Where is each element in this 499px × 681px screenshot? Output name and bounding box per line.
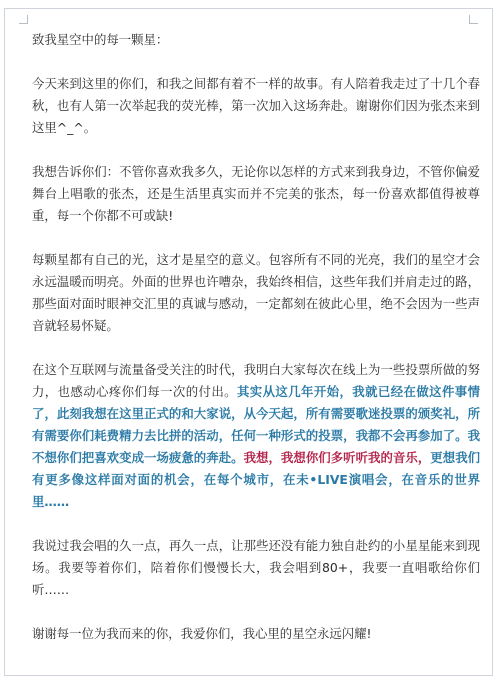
paragraph-stories: 今天来到这里的你们，和我之间都有着不一样的故事。有人陪着我走过了十几个春秋，也有人第一次举起我的荧光棒，第一次加入这场奔赴。谢谢你们因为张杰来到这里^_^。: [32, 76, 480, 135]
letter-greeting: 致我星空中的每一颗星：: [32, 32, 169, 47]
page-corner-mark-left: [19, 15, 28, 24]
listen-music-text: 我想，我想你们多听听我的音乐，: [243, 450, 431, 465]
voting-intro-text: 在这个互联网与流量备受关注的时代，我明白大家每次在线上为一些投票所做的努力，也感动心疼你们每一次的付出。: [32, 362, 480, 399]
page-corner-mark-right: [469, 15, 478, 24]
paragraph-thanks: 谢谢每一位为我而来的你，我爱你们，我心里的星空永远闪耀!: [32, 626, 372, 641]
paragraph-respect: 我想告诉你们：不管你喜欢我多久，无论你以怎样的方式来到我身边，不管你偏爱舞台上唱歌的张杰，还是生活里真实而并不完美的张杰，每一份喜欢都值得被尊重，每一个你都不可或缺!: [32, 164, 480, 223]
letter-body: [32, 29, 480, 667]
voting-announcement-text: 其实从这几年开始，我就已经在做这件事情了，此刻我想在这里正式的和大家说，从今天起，所有需要歌迷投票的颁奖礼，所有需要你们耗费精力去比拼的活动，任何一种形式的投票，我都不会再参加了。我不想你们把喜欢变成一场疲惫的奔赴。: [32, 384, 481, 465]
letter-page: [4, 8, 493, 676]
face-to-face-text: 更想我们有更多像这样面对面的机会，在每个城市，在未•LIVE演唱会，在音乐的世界里……: [32, 450, 481, 509]
paragraph-voting: [32, 359, 480, 513]
paragraph-starlight: 每颗星都有自己的光，这才是星空的意义。包容所有不同的光亮，我们的星空才会永远温暖而明亮。外面的世界也许嘈杂，我始终相信，这些年我们并肩走过的路，那些面对面时眼神交汇里的真诚与感动，一定都刻在彼此心里，绝不会因为一些声音就轻易怀疑。: [32, 252, 480, 333]
paragraph-sing-longer: 我说过我会唱的久一点，再久一点，让那些还没有能力独自赴约的小星星能来到现场。我要等着你们，陪着你们慢慢长大，我会唱到80+，我要一直唱歌给你们听……: [32, 538, 480, 597]
